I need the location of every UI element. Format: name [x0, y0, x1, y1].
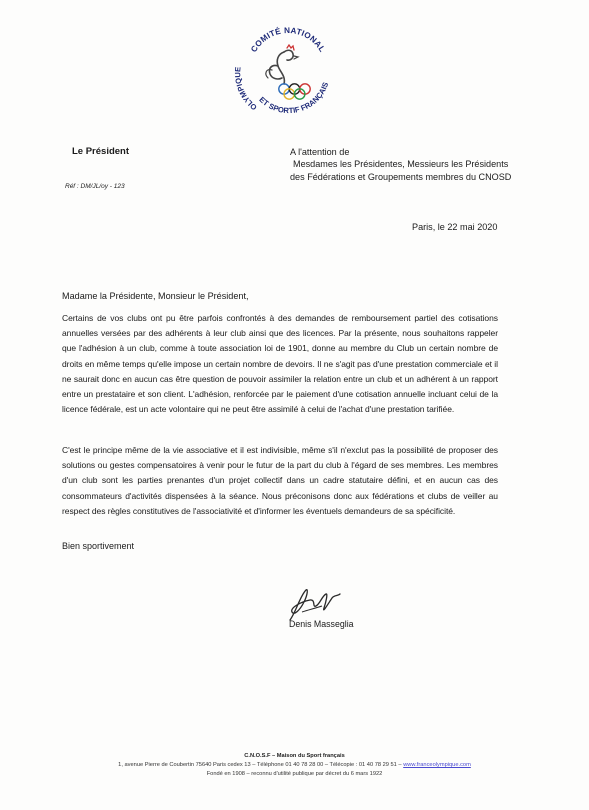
footer-address: 1, avenue Pierre de Coubertin 75640 Paris cedex 13 – Téléphone 01 40 78 28 00 – Télécopie : 01 40 78 29 51 – [118, 762, 402, 769]
footer-title: C.N.O.S.F – Maison du Sport français [244, 753, 345, 759]
rooster-icon [266, 45, 298, 84]
footer-founded: Fondé en 1908 – reconnu d'utilité publique par décret du 6 mars 1922 [206, 771, 383, 778]
footer [0, 752, 589, 780]
footer-website-link[interactable]: www.franceolympique.com [403, 762, 471, 769]
logo-text-bottom: ET SPORTIF FRANÇAIS [257, 81, 331, 116]
logo-text-top: COMITÉ NATIONAL [249, 25, 327, 54]
closing-phrase: Bien sportivement [62, 541, 135, 551]
salutation: Madame la Présidente, Monsieur le Président, [62, 291, 249, 301]
body-paragraph-1: Certains de vos clubs ont pu être parfois confrontés à des demandes de remboursement partiel des cotisations annuelles versées par des adhérents à leur club ainsi que des licences. Par la présente, nous souhaitons rappeler que l'adhésion à un club, comme à toute association loi de 1901, donne au membre du Club un certain nombre de droits en même temps qu'elle impose un certain nombre de devoirs. Il ne s'agit pas d'une prestation commerciale et il ne saurait donc en aucun cas être question de pouvoir assimiler la relation entre un club et un adhérent à un rapport entre un prestataire et son client. L'adhésion, renforcée par le paiement d'une cotisation annuelle incluant celui de la licence fédérale, est un acte volontaire qui ne peut être assimilé à celui de l'achat d'une prestation tarifiée. [62, 313, 498, 415]
footer-address-line [0, 761, 589, 770]
sender-title: Le Président [72, 146, 130, 157]
recipient-block [290, 146, 511, 183]
olympic-rings-icon [279, 84, 310, 99]
recipient-line-1: A l'attention de [290, 147, 350, 157]
svg-text:ET SPORTIF FRANÇAIS [257, 81, 330, 115]
letter-date: Paris, le 22 mai 2020 [412, 222, 498, 232]
recipient-line-2: Mesdames les Présidentes, Messieurs les Présidents [293, 159, 509, 170]
logo-text-left: OLYMPIQUE [233, 66, 259, 112]
signer-name: Denis Masseglia [289, 619, 354, 629]
svg-text:OLYMPIQUE [233, 66, 259, 112]
body-paragraph-2: C'est le principe même de la vie associative et il est indivisible, même s'il n'exclut pas la possibilité de proposer des solutions ou gestes compensatoires à venir pour le futur de la part du club à l'égard de ses membres. Les membres d'un club sont les parties prenantes d'un projet collectif dans un cadre statutaire défini, et en aucun cas des consommateurs d'activités dispensées à la séance. Nous préconisons donc aux fédérations et clubs de veiller au respect des règles constitutives de l'associativité et d'informer les éventuels demandeurs de sa spécificité. [62, 445, 498, 516]
cnosf-logo [232, 12, 344, 130]
recipient-line-3: des Fédérations et Groupements membres du CNOSD [290, 171, 512, 182]
reference-number: Réf : DM/JL/oy - 123 [65, 183, 125, 190]
